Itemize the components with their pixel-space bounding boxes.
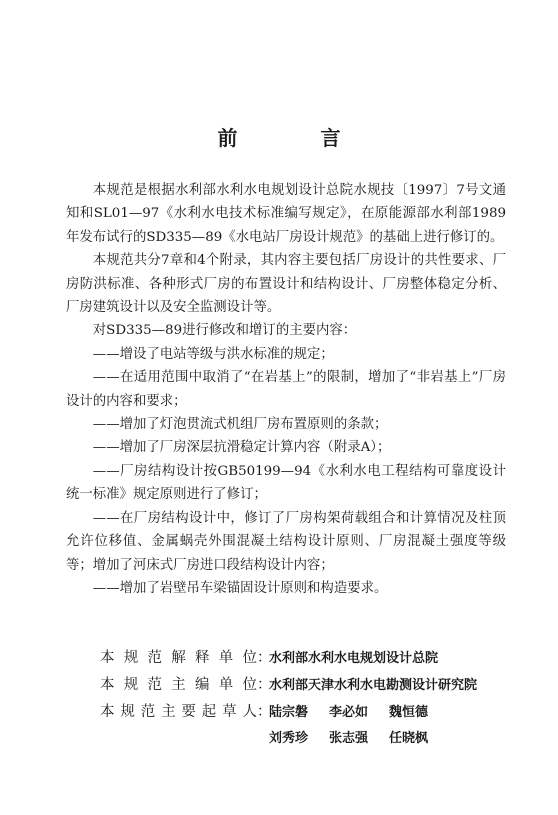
revision-item: ——增加了岩壁吊车梁锚固设计原则和构造要求。	[92, 580, 388, 596]
drafter-name: 魏恒德	[389, 705, 429, 720]
paragraph-contents: 本规范共分7章和4个附录，其内容主要包括厂房设计的共性要求、厂房防洪标准、各种形式厂房的布置设计和结构设计、厂房整体稳定分析、厂房建筑设计以及安全监测设计等。	[66, 253, 506, 316]
credit-colon: ：	[257, 650, 272, 666]
drafter-name: 刘秀珍	[269, 731, 309, 746]
credit-editor-value: 水利部天津水利水电勘测设计研究院	[269, 678, 478, 693]
drafters-list	[269, 700, 449, 726]
revision-item: ——增加了厂房深层抗滑稳定计算内容（附录A）；	[92, 440, 391, 456]
credit-colon: ：	[257, 704, 272, 720]
revision-item: ——厂房结构设计按GB50199—94《水利水电工程结构可靠度设计统一标准》规定原则进行了修订；	[66, 463, 506, 503]
credit-editor-row	[100, 672, 540, 699]
paragraph-basis: 本规范是根据水利部水利水电规划设计总院水规技〔1997〕7号文通知和SL01—97《水利水电技术标准编写规定》，在原能源部水利部1989年发布试行的SD335—89《水电站厂房设计规范》的基础上进行修订的。	[66, 183, 506, 245]
credit-interpret-label: 本规范解释单位	[100, 650, 257, 666]
credit-drafters-label: 本规范主要起草人	[100, 704, 257, 720]
drafter-name: 李必如	[329, 705, 369, 720]
credit-interpret-row	[100, 645, 540, 672]
page-title: 前 言	[217, 126, 379, 150]
credit-drafters-row	[100, 699, 540, 726]
revision-item: ——在厂房结构设计中，修订了厂房构架荷载组合和计算情况及柱顶允许位移值、金属蜗壳外围混凝土结构设计原则、厂房混凝土强度等级等；增加了河床式厂房进口段结构设计内容；	[66, 510, 506, 573]
drafter-name: 任晓枫	[389, 731, 429, 746]
paragraph-revisions-intro: 对SD335—89进行修改和增订的主要内容：	[92, 323, 357, 339]
credit-colon: ：	[257, 677, 272, 693]
credit-drafters-row-2	[100, 726, 540, 752]
drafter-name: 陆宗磐	[269, 705, 309, 720]
credit-interpret-value: 水利部水利水电规划设计总院	[269, 651, 439, 666]
credit-editor-label: 本规范主编单位	[100, 677, 257, 693]
revision-item: ——增设了电站等级与洪水标准的规定；	[92, 346, 334, 362]
preface-body	[66, 179, 506, 600]
credits-block	[100, 645, 540, 752]
revision-item: ——在适用范围中取消了“在岩基上”的限制，增加了“非岩基上”厂房设计的内容和要求；	[66, 370, 506, 409]
drafters-list	[269, 726, 449, 752]
drafter-name: 张志强	[329, 731, 369, 746]
revision-item: ——增加了灯泡贯流式机组厂房布置原则的条款；	[92, 417, 388, 433]
